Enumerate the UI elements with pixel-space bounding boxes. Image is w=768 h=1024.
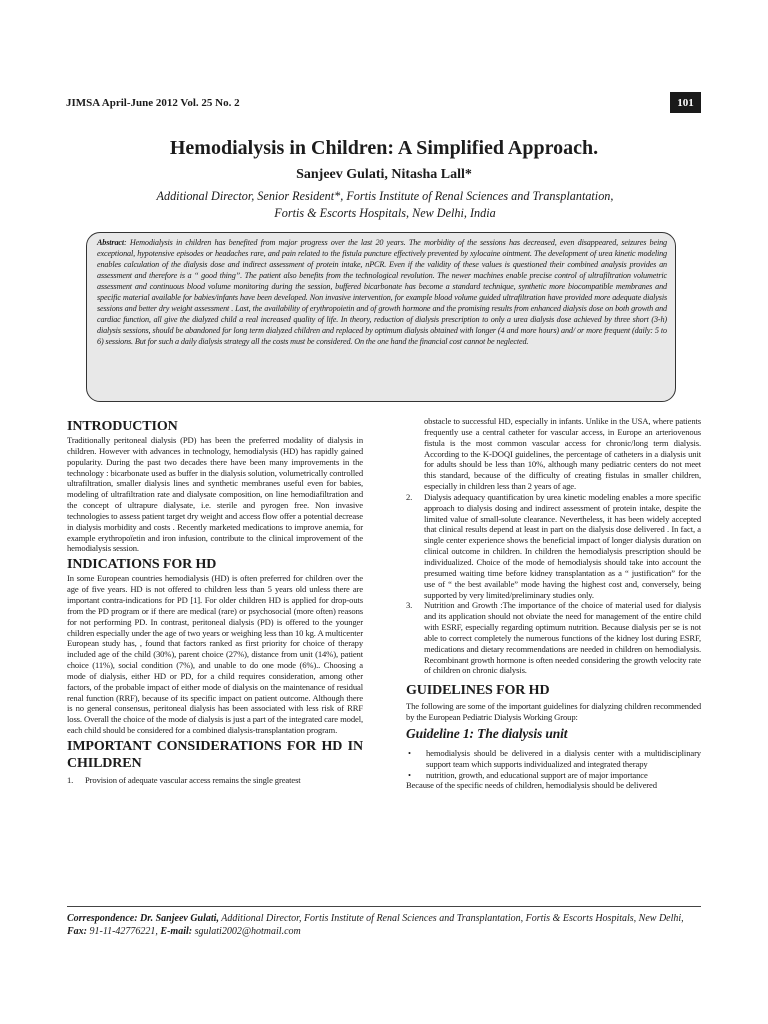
correspondence-footer (67, 912, 701, 938)
list-text-2: Dialysis adequacy quantification by urea kinetic modeling enables a more specific approach to dialysis dosing and indirect assessment of protein intake, despite the limited value of small-solute clearance. Nevertheless, it has been widely accepted that clinical results depend at least in part on the dialysis dose delivered . In fact, a single center experience shows the beneficial impact of longer dialysis duration on clinical outcome in children. In children the hemodialysis prescription should be individualized. Choice of the mode of hemodialysis should take into account the presumed waiting time before kidney transplantation as a “ justification” for the use of “ the best available” mode having the highest cost and, conversely, being supported by very limited/preliminary studies only. (424, 491, 701, 600)
page-number-badge: 101 (670, 92, 701, 113)
fax-label: Fax: (67, 926, 87, 937)
list-item-3 (406, 600, 701, 676)
guidelines-heading: GUIDELINES FOR HD (406, 683, 550, 699)
authors: Sanjeev Gulati, Nitasha Lall* (296, 167, 472, 182)
abstract-box (86, 232, 676, 402)
indications-text: In some European countries hemodialysis (HD) is often preferred for children over the age of five years. HD is not offered to children less than 5 years old unless there are important contra-indications for PD [1]. For older children HD is applied for drop-outs from the PD program or if there are medical (rare) or psychosocial (more often) reasons for not performing PD. In contrast, peritoneal dialysis (PD) is offered to the younger children especially under the age of two years or weighing less than 10 kg. A multicenter European study has, , found that factors ranked as first priority for choice of therapy included age of the child (30%), parent choice (27%), distance from unit (14%), patient choice (11%), social condition (7%), and unable to do one mode (6%).. Choosing a mode of dialysis, either HD or PD, for a child requires consideration, among other factors, of the probable impact of either mode of dialysis on the maintenance of residual renal function (RRF), because of its specific impact on patient outcome. Although there is no general consensus, peritoneal dialysis has been associated with less risk of RRF loss. Overall the choice of the mode of dialysis is just a part of the integrated care model, each child should be considered for a combined dialysis-transplantation program. (67, 573, 363, 736)
considerations-heading: IMPORTANT CONSIDERATIONS FOR HD IN CHILDREN (67, 738, 363, 771)
introduction-heading: INTRODUCTION (67, 419, 178, 434)
fax-number: 91-11-42776221, (87, 926, 161, 937)
bullet-item-2 (406, 770, 701, 781)
correspondence-label: Correspondence: Dr. Sanjeev Gulati, (67, 913, 219, 924)
list-text-3: Nutrition and Growth :The importance of the choice of material used for dialysis and its application should not obviate the need for management of the entire child with ESRF, especially regarding optimum nutrition. Because dialysis per se is not able to correct completely the numerous functions of the kidney lost during ESRF, medications and dietary recommendations are needed in children on hemodialysis. Recombinant growth hormone is often needed considering the growth velocity rate of children on chronic dialysis. (424, 600, 701, 676)
list-item-1 (67, 775, 363, 786)
list-text-1-continued: obstacle to successful HD, especially in infants. Unlike in the USA, where patients frequently use a central catheter for vascular access, in Europe an arteriovenous fistula is the most common vascular access for chronic/long term dialysis. According to the K-DOQI guidelines, the percentage of catheters in a dialysis unit for adults should be less than 10%, although many pediatric centers do not meet this standard, because of the difficulty of creating fistulas in smaller children, especially in children less than 2 years of age. (424, 416, 701, 492)
bullet-mark: • (408, 747, 411, 758)
email-address: sgulati2002@hotmail.com (192, 926, 301, 937)
introduction-text: Traditionally peritoneal dialysis (PD) has been the preferred modality of dialysis in children. However with advances in technology, hemodialysis (HD) has rapidly gained popularity. During the past two decades there have been many improvements in the technology : bicarbonate used as buffer in the dialysis solution, volumetrically controlled ultrafiltration, smaller dialysis lines and synthetic membranes useful even for babies, modeling of ultrafiltration rate and dialysate composition, on line hemodiafiltration and the concept of ultrapure dialysate, i.e. sterile and pyrogen free. Non invasive technologies to assess patient target dry weight and access flow offer a potential decrease in dialysis morbidity and costs . Recently marketed medications to improve anemia, for example erythropoïetin and iron infusion, contribute to the clinical improvement of the hemodialysis session. (67, 435, 363, 554)
journal-header: JIMSA April-June 2012 Vol. 25 No. 2 (66, 97, 240, 109)
affiliation-line-1: Additional Director, Senior Resident*, Fortis Institute of Renal Sciences and Transplantation, (156, 189, 614, 203)
correspondence-text: Additional Director, Fortis Institute of Renal Sciences and Transplantation, Fortis & Escorts Hospitals, New Delhi, (218, 913, 684, 924)
bullet-text-2: nutrition, growth, and educational support are of major importance (426, 769, 648, 780)
bullet-item-1 (406, 748, 701, 770)
bullet-mark: • (408, 769, 411, 780)
article-title: Hemodialysis in Children: A Simplified Approach. (169, 137, 599, 159)
affiliation (90, 188, 680, 222)
affiliation-line-2: Fortis & Escorts Hospitals, New Delhi, India (274, 206, 496, 220)
footer-divider (67, 906, 701, 907)
list-number-3: 3. (406, 600, 413, 611)
abstract-text: : Hemodialysis in children has benefited from major progress over the last 20 years. The morbidity of the sessions has decreased, even disappeared, seizures being exceptional, hypotensive episodes or headaches rare, and pain related to the fistula puncture effectively prevented by xylocaine ointment. The development of urea kinetic modeling enables calculation of the dialysis dose and indirect assessment of protein intake, nPCR. Even if the validity of these values is questioned their combined analysis provides an assessment and therefore is a “ good thing”. The patient also benefits from the technological revolution. The newer machines enable precise control of ultrafiltration volumetric assessment and continuous blood volume monitoring during the session, buffered bicarbonate has become a standard technique, synthetic more biocompatible membranes and specific material available for babies/infants have been developed. Non invasive intervention, for example blood volume guided ultrafiltration have provided more adequate dialysis sessions and better dry weight assessment . Last, the availability of erythropoietin and of growth hormone and the promising results from enhanced dialysis dose on both growth and cardiac function, all give the dialyzed child a real increased quality of life. In theory, reduction of dialysis prescription to only a urea dialysis dose achieved by three short (3-h) dialysis sessions, should be abandoned for long term dialyzed children and replaced by optimum dialysis obtained with longer (4 and more hours) and/ or more frequent (daily: 5 to 6) sessions. But for such a daily dialysis strategy all the costs must be considered. On the one hand the financial cost cannot be neglected. (97, 238, 667, 346)
abstract-label: Abstract (97, 238, 125, 247)
indications-heading: INDICATIONS FOR HD (67, 557, 217, 573)
left-column (67, 418, 363, 786)
guidelines-last-line: Because of the specific needs of children, hemodialysis should be delivered (406, 780, 657, 791)
bullet-text-1: hemodialysis should be delivered in a dialysis center with a multidisciplinary support team which supports individualized and integrated therapy (426, 747, 701, 769)
list-item-2 (406, 492, 701, 600)
list-number-1: 1. (67, 774, 74, 785)
list-item-1-continued (406, 416, 701, 492)
guidelines-text: The following are some of the important guidelines for dialyzing children recommended by the European Pediatric Dialysis Working Group: (406, 701, 701, 723)
right-column (406, 416, 701, 791)
email-label: E-mail: (160, 926, 193, 937)
list-number-2: 2. (406, 491, 413, 502)
list-text-1: Provision of adequate vascular access remains the single greatest (85, 774, 301, 785)
guideline-1-heading: Guideline 1: The dialysis unit (406, 725, 568, 741)
